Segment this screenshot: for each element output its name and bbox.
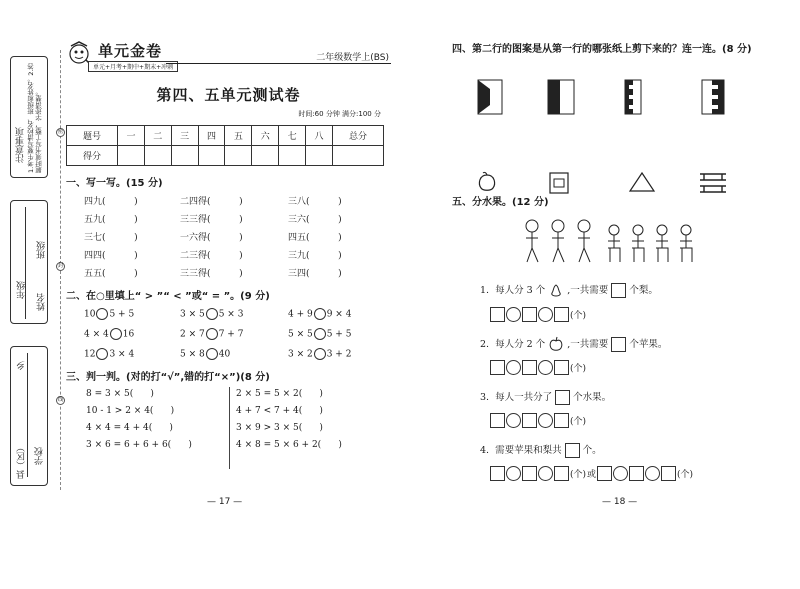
compare-right: 3 × 4 [109, 349, 135, 360]
compare-circle[interactable] [96, 308, 108, 320]
compare-right: 5 + 5 [326, 329, 352, 340]
answer-box[interactable] [554, 413, 569, 428]
class-label: 班级 [37, 241, 47, 259]
seal-mark: 封 [57, 263, 64, 269]
score-header-cell: 四 [198, 126, 225, 146]
operator-circle[interactable] [506, 360, 521, 375]
score-cell[interactable] [332, 146, 383, 166]
judge-item[interactable]: 4 × 8 = 5 × 6 + 2( ) [236, 440, 342, 450]
answer-box[interactable] [611, 337, 626, 352]
compare-left: 3 × 2 [288, 349, 313, 360]
score-cell[interactable] [171, 146, 198, 166]
page-number: — 17 — [207, 497, 243, 507]
answer-box[interactable] [555, 390, 570, 405]
answer-box[interactable] [522, 360, 537, 375]
judge-item[interactable]: 8 = 3 × 5( ) [86, 389, 154, 399]
compare-right: 16 [122, 329, 135, 340]
answer-box[interactable] [490, 466, 505, 481]
square-cutout [548, 171, 570, 195]
operator-circle[interactable] [613, 466, 628, 481]
compare-left: 4 + 9 [288, 309, 313, 320]
operator-circle[interactable] [506, 466, 521, 481]
compare-item [288, 328, 388, 340]
answer-box[interactable] [611, 283, 626, 298]
score-cell[interactable] [144, 146, 171, 166]
score-cell[interactable] [225, 146, 252, 166]
compare-item [84, 328, 180, 340]
fill-item[interactable]: 三九( ) [288, 251, 342, 261]
notice-text: 1.考生要写清校名、班级和姓名。2.答题时须书写工整，字迹清楚。 [27, 63, 43, 173]
judge-item[interactable]: 4 × 4 = 4 + 4( ) [86, 423, 173, 433]
compare-grid [84, 308, 391, 360]
equation-row [490, 466, 782, 481]
score-cell[interactable] [198, 146, 225, 166]
column-divider [229, 387, 230, 469]
school-box [10, 346, 48, 486]
answer-box[interactable] [554, 360, 569, 375]
compare-circle[interactable] [314, 308, 326, 320]
answer-box[interactable] [522, 413, 537, 428]
score-row [67, 146, 384, 166]
brand-title: 单元金卷 [98, 42, 163, 60]
right-page [452, 40, 782, 481]
score-cell[interactable] [279, 146, 306, 166]
paper-shape-3 [624, 79, 642, 115]
binding-strip [6, 50, 52, 490]
peach-cutout [476, 171, 498, 193]
fill-item[interactable]: 五九( ) [84, 215, 138, 225]
section-title: 三、判一判。(对的打“√”,错的打“×”)(8 分) [66, 372, 270, 383]
compare-circle[interactable] [110, 328, 122, 340]
score-header-cell: 六 [252, 126, 279, 146]
score-cell[interactable] [306, 146, 333, 166]
unit-label: (个) [570, 364, 587, 374]
question-text: 个水果。 [573, 392, 612, 403]
pear-icon [548, 283, 564, 299]
section-title: 五、分水果。(12 分) [452, 197, 549, 208]
seal-mark: 密 [57, 129, 64, 135]
judge-grid [86, 389, 391, 450]
cutout-figures [452, 63, 782, 193]
operator-circle[interactable] [506, 307, 521, 322]
compare-item [180, 328, 288, 340]
question-text: 个。 [582, 445, 602, 456]
operator-circle[interactable] [538, 360, 553, 375]
compare-right: 40 [218, 349, 231, 360]
apple-icon [548, 336, 564, 352]
fill-item[interactable]: 一六得( ) [180, 233, 243, 243]
compare-left: 5 × 5 [288, 329, 313, 340]
fill-line [25, 207, 26, 319]
compare-item [180, 348, 288, 360]
operator-circle[interactable] [506, 413, 521, 428]
compare-left: 5 × 8 [180, 349, 205, 360]
question-text: ,一共需要 [567, 285, 609, 296]
score-header-cell: 题号 [67, 126, 118, 146]
score-header-cell: 二 [144, 126, 171, 146]
fill-item[interactable]: 三三得( ) [180, 269, 243, 279]
town-label: 乡 [17, 361, 27, 370]
compare-left: 12 [84, 349, 96, 360]
operator-circle[interactable] [538, 307, 553, 322]
answer-box[interactable] [597, 466, 612, 481]
question-text: 个苹果。 [629, 338, 668, 350]
score-header-cell: 总分 [332, 126, 383, 146]
question-text: 1. 每人分 3 个 [480, 285, 546, 296]
question-text: ,一共需要 [567, 338, 609, 350]
class-name-box [10, 200, 48, 324]
compare-circle[interactable] [206, 308, 218, 320]
compare-item [84, 348, 180, 360]
notice-title: 注意事项 [16, 127, 26, 163]
school-label: 学校 [35, 447, 45, 465]
score-header-cell: 五 [225, 126, 252, 146]
fill-item[interactable]: 三六( ) [288, 215, 342, 225]
answer-box[interactable] [554, 466, 569, 481]
write-grid [84, 194, 391, 279]
compare-right: 5 + 5 [109, 309, 135, 320]
judge-item[interactable]: 3 × 9 > 3 × 5( ) [236, 423, 323, 433]
judge-item[interactable]: 10 - 1 > 2 × 4( ) [86, 406, 175, 416]
stripes-cutout [698, 171, 728, 195]
equation-row [490, 307, 782, 322]
paper-shape-2 [547, 79, 575, 115]
operator-circle[interactable] [538, 466, 553, 481]
equation-row [490, 360, 782, 375]
score-row-label: 得分 [67, 146, 118, 166]
question-4 [480, 442, 782, 458]
notice-box [10, 56, 48, 178]
compare-circle[interactable] [206, 348, 218, 360]
fill-item[interactable]: 三八( ) [288, 197, 342, 207]
left-page [66, 40, 391, 450]
header-divider [166, 63, 391, 64]
fill-item[interactable]: 二四得( ) [180, 197, 243, 207]
compare-left: 3 × 5 [180, 309, 205, 320]
score-header-cell: 三 [171, 126, 198, 146]
question-text: 2. 每人分 2 个 [480, 338, 546, 350]
score-header-cell: 八 [306, 126, 333, 146]
answer-box[interactable] [565, 443, 580, 458]
seal-mark: 线 [57, 397, 64, 403]
fill-item[interactable]: 四五( ) [288, 233, 342, 243]
grade-label: 年级 [17, 281, 27, 299]
answer-box[interactable] [522, 466, 537, 481]
compare-right: 9 × 4 [326, 309, 352, 320]
score-cell[interactable] [252, 146, 279, 166]
answer-box[interactable] [629, 466, 644, 481]
score-header-row [67, 126, 384, 146]
fill-item[interactable]: 二三得( ) [180, 251, 243, 261]
unit-label: (个) [570, 310, 587, 321]
operator-circle[interactable] [538, 413, 553, 428]
county-label: 县（区） [17, 443, 27, 479]
judge-item[interactable]: 2 × 5 = 5 × 2( ) [236, 389, 323, 399]
question-2 [480, 336, 782, 353]
children-illustration [522, 214, 712, 264]
fill-line [27, 353, 28, 477]
name-label: 姓名 [37, 293, 47, 311]
section-title: 二、在○里填上“ > ”“ < ”或“ = ”。(9 分) [66, 291, 270, 302]
compare-circle[interactable] [206, 328, 218, 340]
question-text: 个梨。 [629, 285, 658, 296]
question-text: 3. 每人一共分了 [480, 392, 553, 403]
answer-box[interactable] [490, 413, 505, 428]
compare-right: 3 + 2 [326, 349, 352, 360]
time-score-info: 时间:60 分钟 满分:100 分 [298, 110, 381, 118]
paper-shape-4 [701, 79, 725, 115]
unit-label: (个) [570, 417, 587, 427]
or-label: 或 [587, 470, 597, 480]
page-title: 第四、五单元测试卷 [156, 86, 301, 104]
question-3 [480, 389, 782, 405]
judge-item[interactable]: 3 × 6 = 6 + 6 + 6( ) [86, 440, 192, 450]
triangle-cutout [628, 171, 656, 193]
unit-label: (个) [570, 470, 587, 480]
section-title: 一、写一写。(15 分) [66, 178, 163, 189]
score-table [66, 125, 384, 166]
compare-left: 10 [84, 309, 96, 320]
score-header-cell: 七 [279, 126, 306, 146]
answer-box[interactable] [661, 466, 676, 481]
score-header-cell: 一 [118, 126, 145, 146]
fill-item[interactable]: 三四( ) [288, 269, 342, 279]
compare-left: 4 × 4 [84, 329, 109, 340]
fill-item[interactable]: 四四( ) [84, 251, 138, 261]
compare-circle[interactable] [314, 348, 326, 360]
brand-subtitle: 单元+月考+期中+期末+冲刺 [88, 61, 178, 72]
answer-box[interactable] [522, 307, 537, 322]
compare-right: 7 + 7 [218, 329, 244, 340]
equation-row [490, 413, 782, 428]
score-cell[interactable] [118, 146, 145, 166]
page-header [66, 40, 391, 70]
judge-item[interactable]: 4 + 7 < 7 + 4( ) [236, 406, 323, 416]
question-1 [480, 282, 782, 299]
compare-left: 2 × 7 [180, 329, 205, 340]
fill-item[interactable]: 三三得( ) [180, 215, 243, 225]
question-text: 4. 需要苹果和梨共 [480, 445, 562, 456]
fill-item[interactable]: 五五( ) [84, 269, 138, 279]
compare-right: 5 × 3 [218, 309, 244, 320]
compare-circle[interactable] [96, 348, 108, 360]
page-number: — 18 — [602, 497, 638, 507]
answer-box[interactable] [554, 307, 569, 322]
grade-label: 二年级数学上(BS) [316, 53, 389, 63]
fill-item[interactable]: 三七( ) [84, 233, 138, 243]
section-title: 四、第二行的图案是从第一行的哪张纸上剪下来的？连一连。(8 分) [452, 44, 752, 55]
compare-item [288, 308, 388, 320]
answer-box[interactable] [490, 360, 505, 375]
compare-item [288, 348, 388, 360]
answer-box[interactable] [490, 307, 505, 322]
fill-item[interactable]: 四九( ) [84, 197, 138, 207]
operator-circle[interactable] [645, 466, 660, 481]
compare-item [84, 308, 180, 320]
compare-circle[interactable] [314, 328, 326, 340]
unit-label: (个) [677, 470, 694, 480]
paper-shape-1 [477, 79, 503, 115]
compare-item [180, 308, 288, 320]
